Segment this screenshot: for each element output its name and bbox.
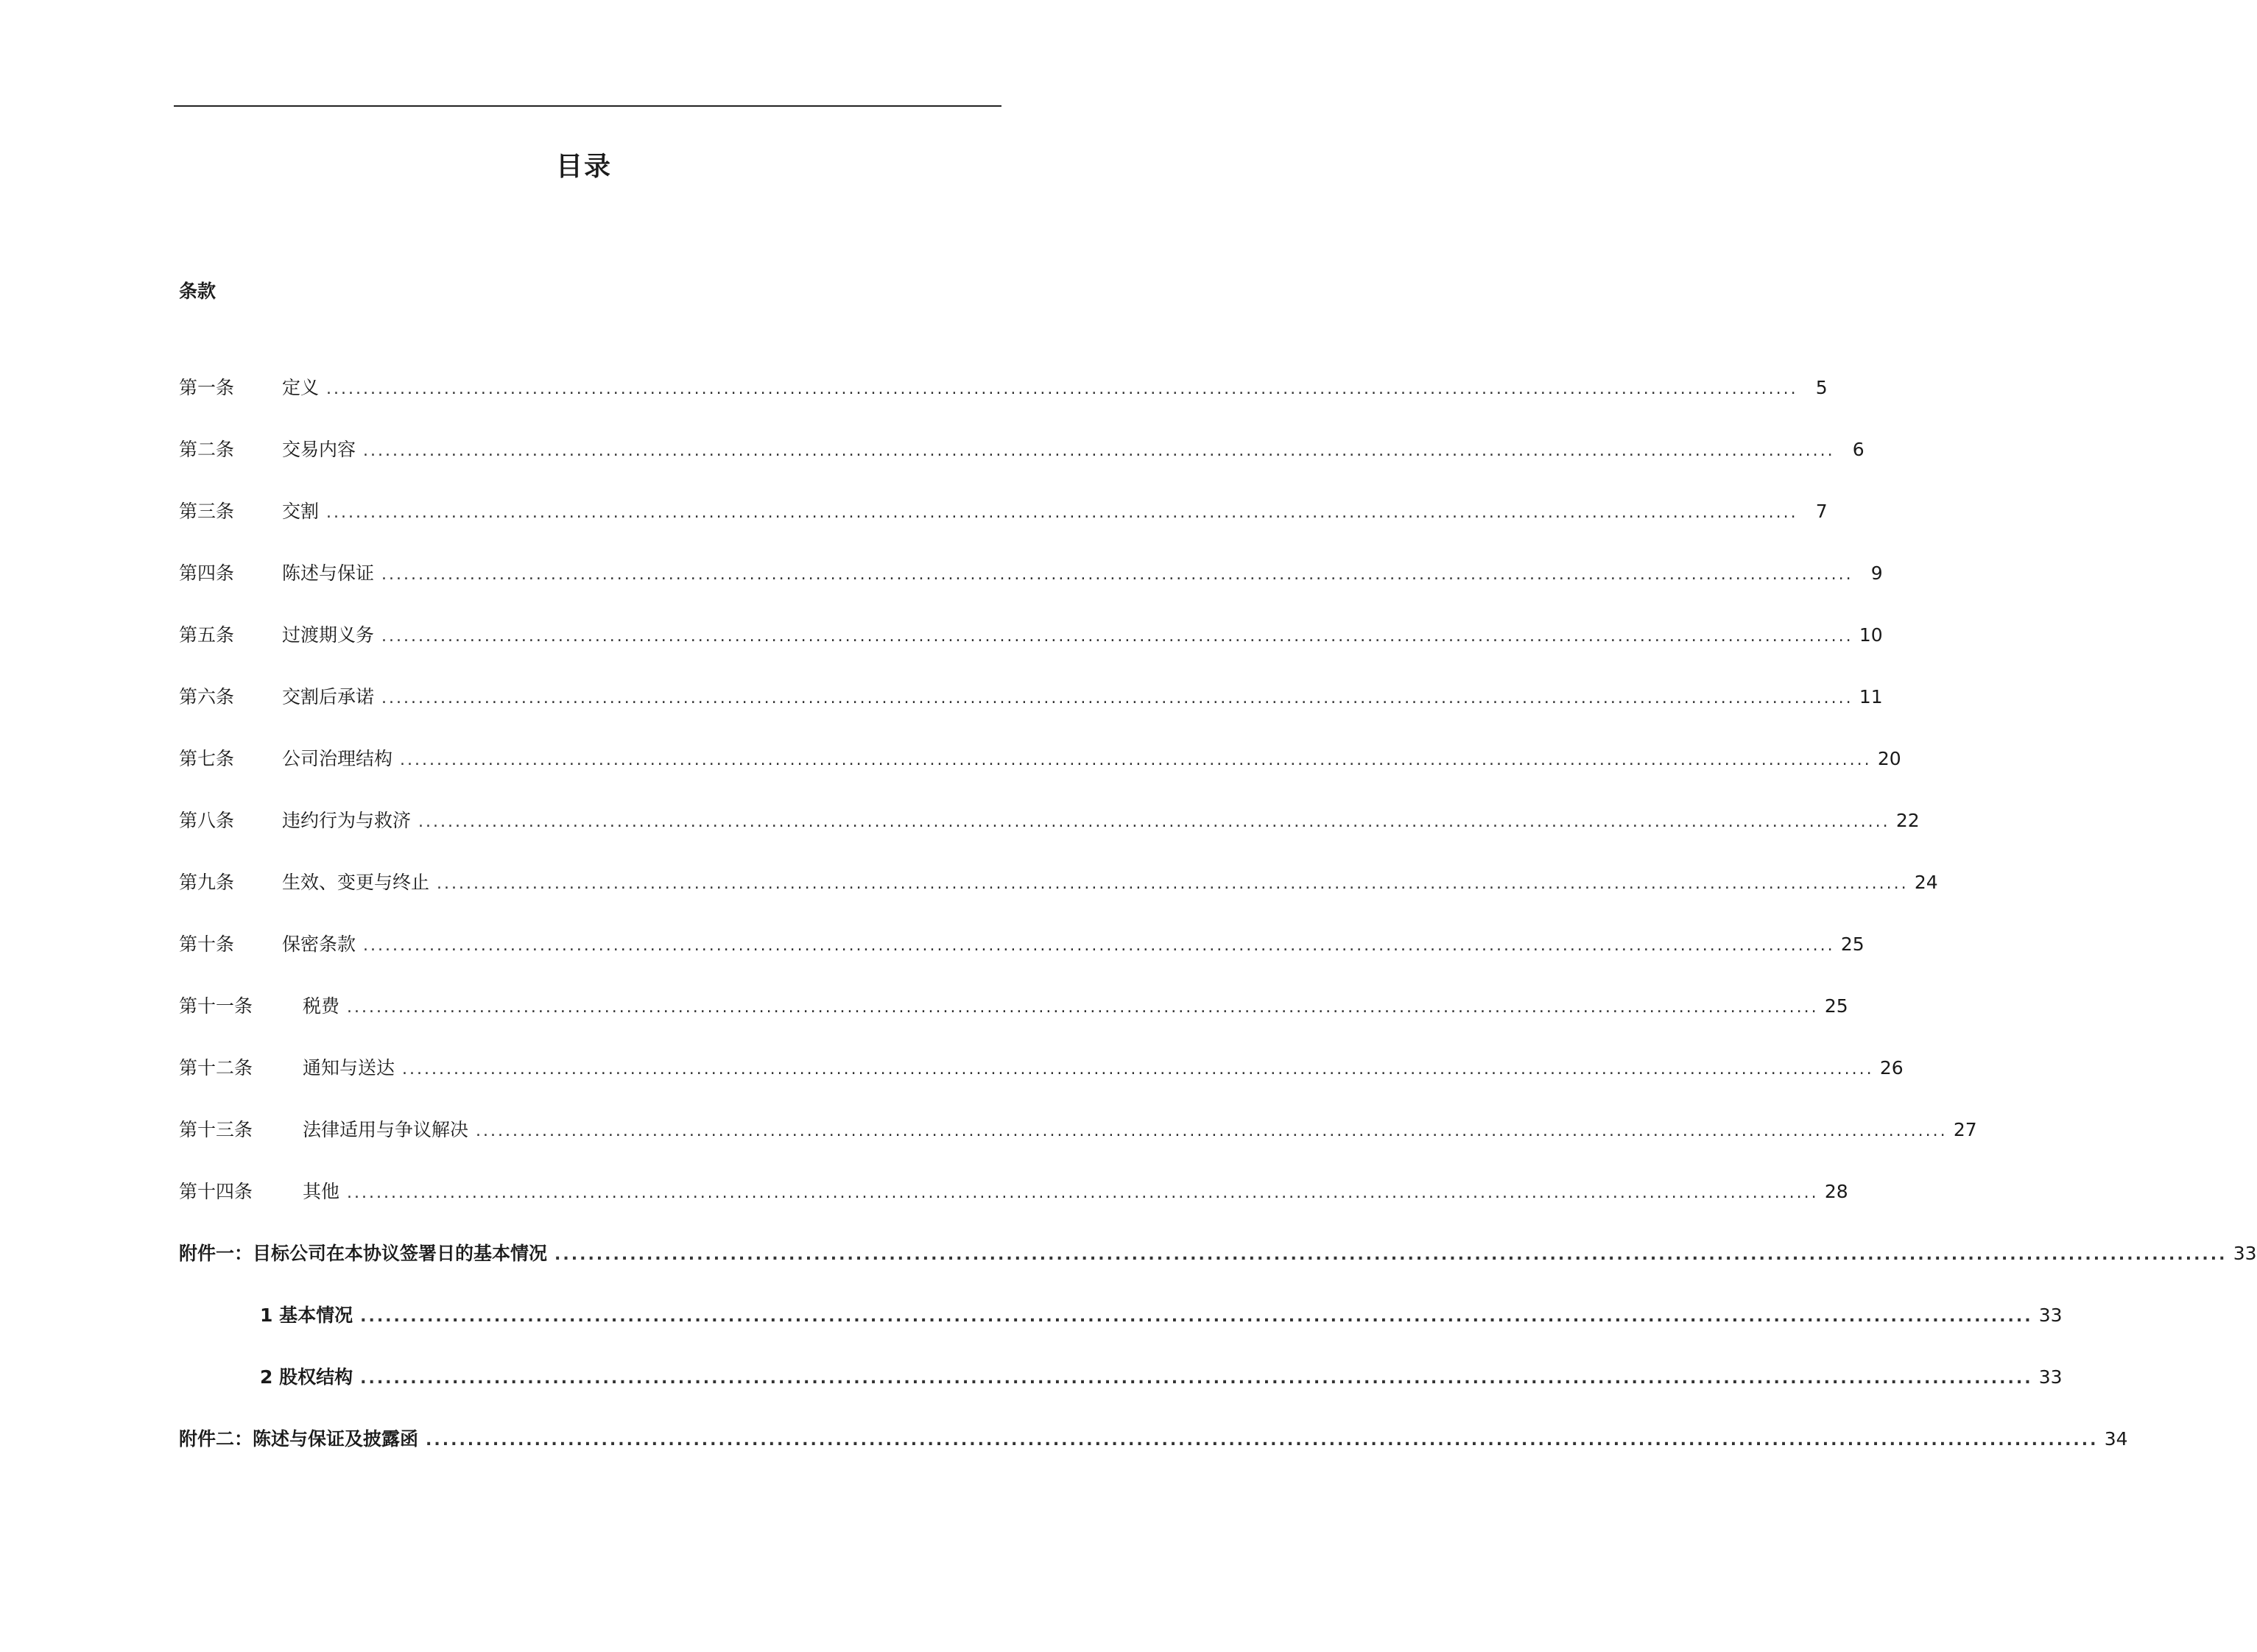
toc-entry-article-3[interactable] [179, 497, 1828, 526]
article-number: 第四条 [179, 562, 235, 584]
dot-leader: ........................................................................................................................................................................................................ [363, 936, 1835, 955]
article-title: 交割后承诺 [282, 686, 375, 707]
page-number: 6 [1852, 439, 1865, 460]
article-number: 第十四条 [179, 1181, 253, 1202]
toc-entry-article-8[interactable] [179, 806, 1920, 836]
toc-entry-appendix-2[interactable] [179, 1425, 2128, 1454]
dot-leader: ........................................................................................................................................................................................................ [347, 998, 1819, 1017]
toc-entry-article-2[interactable] [179, 435, 1865, 465]
article-number: 第一条 [179, 377, 235, 398]
dot-leader: ........................................................................................................................................................................................................ [360, 1369, 2033, 1388]
appendix-title: 附件二：陈述与保证及披露函 [179, 1428, 419, 1450]
dot-leader: ........................................................................................................................................................................................................ [347, 1184, 1819, 1202]
article-title: 定义 [282, 377, 320, 398]
page-number: 24 [1914, 872, 1938, 893]
page-number: 10 [1859, 624, 1883, 646]
dot-leader: ........................................................................................................................................................................................................ [381, 565, 1853, 584]
appendix-title: 附件一：目标公司在本协议签署日的基本情况 [179, 1243, 548, 1264]
page-number: 28 [1824, 1181, 1848, 1202]
toc-entry-article-14[interactable] [179, 1177, 1848, 1207]
toc-entry-article-5[interactable] [179, 621, 1883, 650]
page-number: 7 [1815, 501, 1828, 522]
page-number: 27 [1953, 1119, 1977, 1140]
article-title: 陈述与保证 [282, 562, 375, 584]
article-number: 第三条 [179, 501, 235, 522]
dot-leader: ........................................................................................................................................................................................................ [437, 875, 1909, 893]
article-title: 交易内容 [282, 439, 356, 460]
toc-entry-appendix-1-basic-info[interactable] [260, 1301, 2063, 1330]
dot-leader: ........................................................................................................................................................................................................ [476, 1122, 1948, 1140]
toc-entry-article-7[interactable] [179, 744, 1901, 774]
toc-entry-article-1[interactable] [179, 373, 1828, 403]
page-number: 33 [2038, 1366, 2063, 1388]
section-label-clauses: 条款 [179, 280, 216, 302]
article-number: 第五条 [179, 624, 235, 646]
article-number: 第十条 [179, 933, 235, 955]
page-number: 25 [1824, 995, 1848, 1017]
appendix-subsection-title: 2 股权结构 [260, 1366, 353, 1388]
toc-entry-article-10[interactable] [179, 930, 1865, 959]
toc-entry-article-11[interactable] [179, 992, 1848, 1021]
page-number: 26 [1879, 1057, 1904, 1079]
page-number: 22 [1895, 810, 1920, 831]
dot-leader: ........................................................................................................................................................................................................ [381, 627, 1853, 646]
article-title: 税费 [303, 995, 340, 1017]
page-number: 9 [1870, 562, 1883, 584]
article-number: 第十二条 [179, 1057, 253, 1079]
article-number: 第七条 [179, 748, 235, 769]
article-number: 第十三条 [179, 1119, 253, 1140]
article-title: 过渡期义务 [282, 624, 375, 646]
dot-leader: ........................................................................................................................................................................................................ [363, 442, 1835, 460]
dot-leader: ........................................................................................................................................................................................................ [360, 1307, 2033, 1326]
article-number: 第八条 [179, 810, 235, 831]
dot-leader: ........................................................................................................................................................................................................ [402, 1060, 1874, 1079]
toc-entry-appendix-1-equity-structure[interactable] [260, 1363, 2063, 1392]
article-number: 第十一条 [179, 995, 253, 1017]
article-title: 生效、变更与终止 [282, 872, 430, 893]
page-number: 11 [1859, 686, 1883, 707]
page-number: 5 [1815, 377, 1828, 398]
page-number: 25 [1840, 933, 1865, 955]
toc-entry-article-4[interactable] [179, 559, 1883, 588]
page-number: 33 [2233, 1243, 2257, 1264]
dot-leader: ........................................................................................................................................................................................................ [326, 380, 1798, 398]
article-number: 第九条 [179, 872, 235, 893]
toc-entry-article-6[interactable] [179, 682, 1883, 712]
article-title: 公司治理结构 [282, 748, 393, 769]
page-number: 20 [1877, 748, 1901, 769]
toc-entry-article-12[interactable] [179, 1053, 1904, 1083]
article-title: 法律适用与争议解决 [303, 1119, 469, 1140]
article-title: 违约行为与救济 [282, 810, 412, 831]
dot-leader: ........................................................................................................................................................................................................ [326, 504, 1798, 522]
page-title: 目录 [555, 152, 612, 182]
dot-leader: ........................................................................................................................................................................................................ [426, 1431, 2099, 1450]
article-title: 通知与送达 [303, 1057, 395, 1079]
article-title: 保密条款 [282, 933, 356, 955]
article-number: 第六条 [179, 686, 235, 707]
toc-entry-article-13[interactable] [179, 1115, 1977, 1145]
toc-entry-appendix-1[interactable] [179, 1239, 2257, 1268]
appendix-subsection-title: 1 基本情况 [260, 1305, 353, 1326]
dot-leader: ........................................................................................................................................................................................................ [400, 751, 1872, 769]
article-title: 交割 [282, 501, 320, 522]
toc-entry-article-9[interactable] [179, 868, 1938, 897]
dot-leader: ........................................................................................................................................................................................................ [554, 1246, 2228, 1264]
page-number: 33 [2038, 1305, 2063, 1326]
dot-leader: ........................................................................................................................................................................................................ [381, 689, 1853, 707]
article-number: 第二条 [179, 439, 235, 460]
dot-leader: ........................................................................................................................................................................................................ [418, 813, 1890, 831]
table-of-contents [179, 0, 2257, 1652]
page-number: 34 [2104, 1428, 2128, 1450]
article-title: 其他 [303, 1181, 340, 1202]
